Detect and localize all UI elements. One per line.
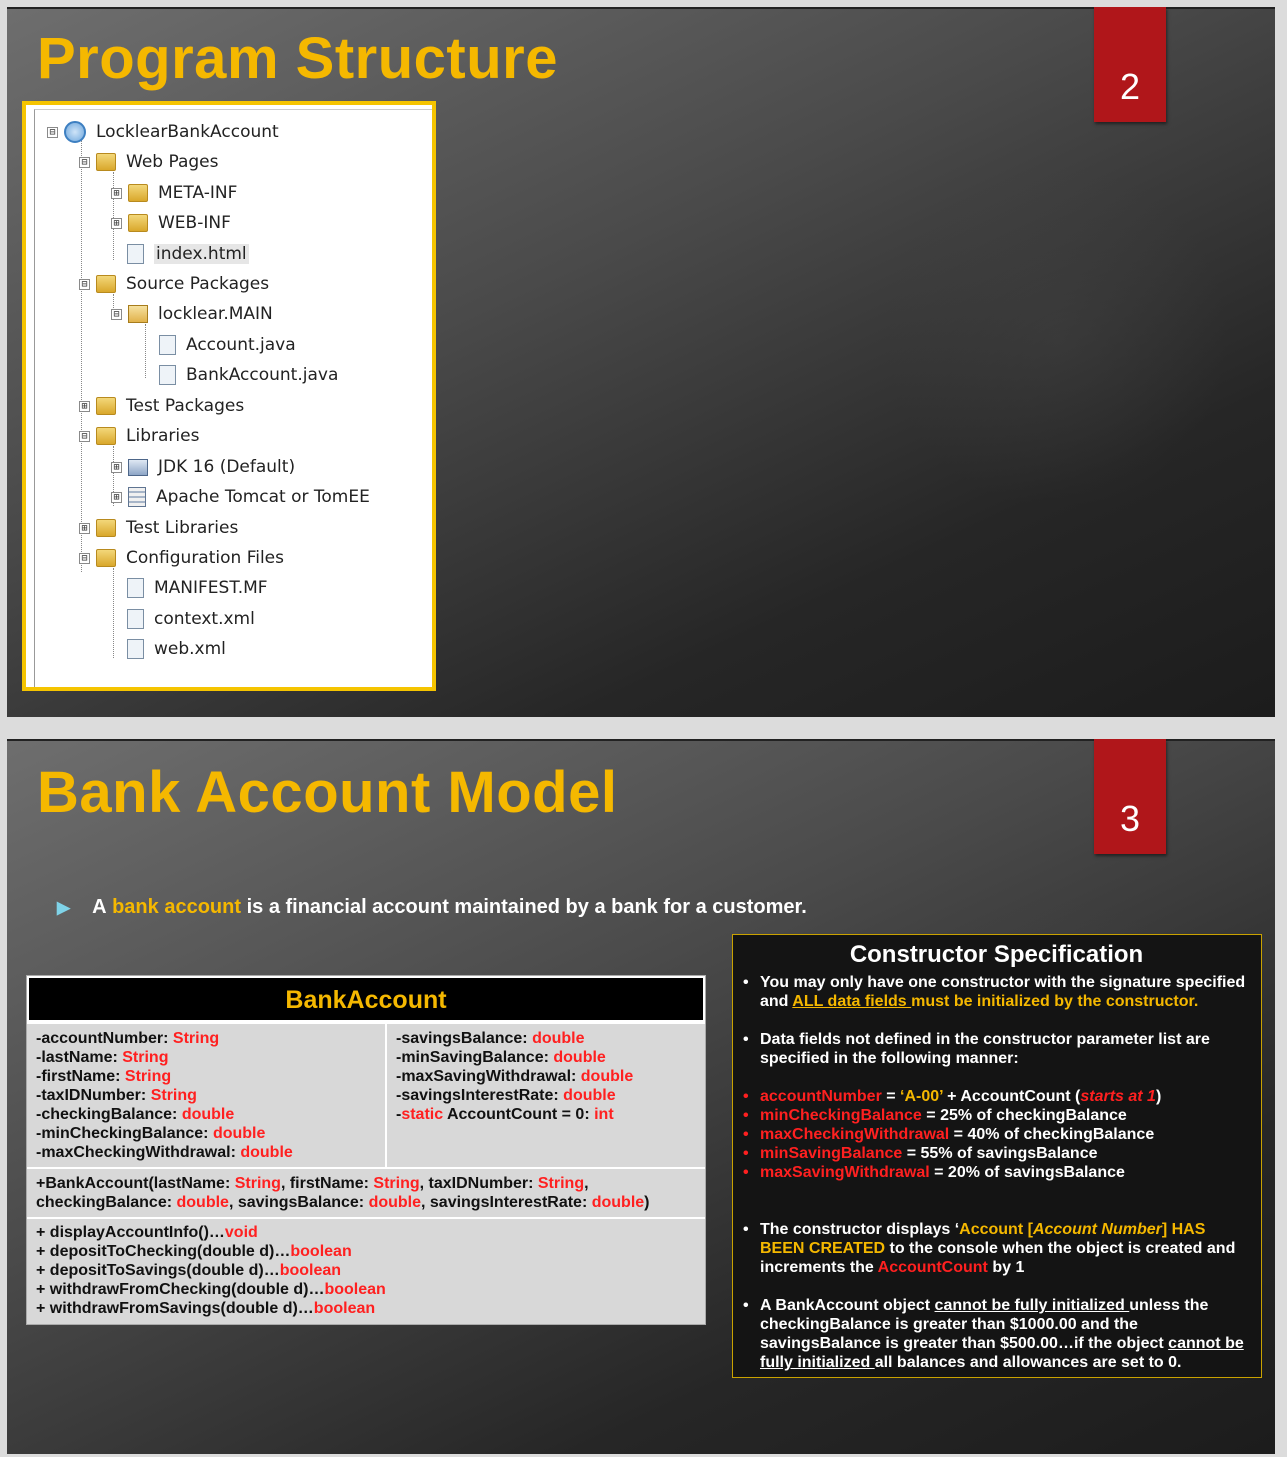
tree-connector — [145, 324, 146, 378]
uml-constructor: +BankAccount(lastName: String, firstName: String, taxIDNumber: String, checkingBalance: double, savingsBalance: double, savingsInterestRate: double) — [27, 1167, 705, 1217]
uml-field: -maxCheckingWithdrawal: double — [36, 1144, 293, 1161]
tree-node-test-packages[interactable] — [79, 394, 244, 418]
tree-node-label: WEB-INF — [158, 213, 231, 233]
project-tree-panel — [22, 101, 436, 691]
uml-field: -checkingBalance: double — [36, 1106, 235, 1123]
slide-top-border — [7, 739, 1275, 741]
tree-node-package[interactable] — [111, 302, 273, 326]
uml-static-field: -static AccountCount = 0: int — [396, 1106, 614, 1123]
collapse-icon[interactable]: ⊟ — [47, 127, 58, 138]
tree-node-label: Source Packages — [126, 274, 270, 294]
tree-node-label: Configuration Files — [126, 548, 284, 568]
uml-methods — [27, 1217, 705, 1324]
html-file-icon — [127, 244, 144, 264]
tree-connector — [81, 140, 82, 572]
tree-node-libraries[interactable] — [79, 424, 199, 448]
spec-list — [742, 973, 1251, 1372]
slide-title: Program Structure — [37, 26, 558, 91]
uml-fields — [27, 1022, 705, 1167]
tree-node-label: META-INF — [158, 183, 238, 203]
web-pages-folder-icon — [96, 153, 116, 171]
slide-title: Bank Account Model — [37, 760, 618, 825]
tree-node-project[interactable] — [47, 120, 279, 144]
xml-file-icon — [127, 639, 144, 659]
uml-field: -savingsInterestRate: double — [396, 1087, 616, 1104]
uml-method: + depositToSavings(double d)…boolean — [36, 1262, 342, 1279]
slide-number-badge: 2 — [1094, 7, 1166, 122]
uml-method: + depositToChecking(double d)…boolean — [36, 1243, 352, 1260]
tree-node-configuration-files[interactable] — [79, 546, 284, 570]
spec-rule: • maxSavingWithdrawal = 20% of savingsBalance — [760, 1163, 1251, 1182]
collapse-icon[interactable]: ⊟ — [79, 553, 90, 564]
source-packages-icon — [96, 275, 116, 293]
uml-class-diagram — [26, 975, 706, 1325]
expand-icon[interactable]: ⊞ — [79, 523, 90, 534]
spec-rule: • minCheckingBalance = 25% of checkingBalance — [760, 1106, 1251, 1125]
spec-title: Constructor Specification — [849, 941, 1144, 968]
slide-program-structure — [7, 7, 1275, 717]
folder-icon — [128, 214, 148, 232]
tree-node-jdk[interactable] — [111, 455, 295, 479]
spec-rule: • minSavingBalance = 55% of savingsBalance — [760, 1144, 1251, 1163]
uml-method: + withdrawFromSavings(double d)…boolean — [36, 1300, 376, 1317]
project-globe-icon — [64, 121, 86, 143]
tree-node-index-html[interactable] — [127, 242, 249, 266]
libraries-icon — [96, 427, 116, 445]
uml-method: + withdrawFromChecking(double d)…boolean — [36, 1281, 386, 1298]
spec-item-initialization: • A BankAccount object cannot be fully initialized unless the checkingBalance is greater than $1000.00 and the savingsBalance is greater than $500.00…if the object cannot be fully initialized all balances and allowances are set to 0. — [760, 1296, 1251, 1372]
uml-field: -savingsBalance: double — [396, 1030, 585, 1047]
tree-node-label: Libraries — [126, 426, 200, 446]
tree-node-label: context.xml — [154, 609, 255, 629]
tree-connector — [113, 568, 114, 658]
uml-field: -firstName: String — [36, 1068, 172, 1085]
project-tree — [34, 109, 432, 687]
manifest-file-icon — [127, 578, 144, 598]
uml-fields-right — [387, 1024, 705, 1167]
slide-top-border — [7, 7, 1275, 9]
test-packages-icon — [96, 397, 116, 415]
tree-node-tomcat[interactable] — [111, 485, 370, 509]
tree-node-label: LocklearBankAccount — [96, 122, 279, 142]
tree-node-web-pages[interactable] — [79, 150, 218, 174]
expand-icon[interactable]: ⊞ — [111, 188, 122, 199]
tree-node-account-java[interactable] — [159, 333, 296, 357]
uml-field: -lastName: String — [36, 1049, 169, 1066]
tree-node-label: Test Packages — [126, 396, 245, 416]
folder-icon — [128, 184, 148, 202]
uml-class-name: BankAccount — [27, 976, 705, 1022]
tree-node-label: index.html — [156, 244, 247, 264]
uml-field: -taxIDNumber: String — [36, 1087, 197, 1104]
bullet-highlight: bank account — [112, 896, 242, 918]
spec-rule: • accountNumber = ‘A-00’ + AccountCount (starts at 1) — [760, 1087, 1251, 1106]
tree-node-meta-inf[interactable] — [111, 181, 237, 205]
constructor-specification-box — [732, 934, 1262, 1378]
collapse-icon[interactable]: ⊟ — [79, 279, 90, 290]
spec-item-signature: • You may only have one constructor with the signature specified and ALL data fields must be initialized by the constructor. — [760, 973, 1251, 1011]
config-folder-icon — [96, 549, 116, 567]
tree-node-label: BankAccount.java — [186, 365, 339, 385]
uml-field: -accountNumber: String — [36, 1030, 220, 1047]
tree-node-web-xml[interactable] — [127, 637, 226, 661]
test-libraries-icon — [96, 519, 116, 537]
slide-number-badge: 3 — [1094, 739, 1166, 854]
uml-field: -maxSavingWithdrawal: double — [396, 1068, 634, 1085]
expand-icon[interactable]: ⊞ — [79, 401, 90, 412]
spec-item-display: • The constructor displays ‘Account [Account Number] HAS BEEN CREATED to the console when the object is created and increments the AccountCount by 1 — [760, 1220, 1251, 1277]
tree-node-manifest[interactable] — [127, 576, 268, 600]
intro-bullet — [57, 896, 807, 919]
server-icon — [128, 487, 146, 507]
collapse-icon[interactable]: ⊟ — [111, 309, 122, 320]
tree-node-test-libraries[interactable] — [79, 516, 238, 540]
uml-method: + displayAccountInfo()…void — [36, 1224, 258, 1241]
bullet-rest: is a financial account maintained by a bank for a customer. — [246, 896, 807, 918]
tree-node-web-inf[interactable] — [111, 211, 231, 235]
expand-icon[interactable]: ⊞ — [111, 462, 122, 473]
uml-field: -minCheckingBalance: double — [36, 1125, 266, 1142]
uml-fields-left — [27, 1024, 387, 1167]
spec-rule: • maxCheckingWithdrawal = 40% of checkingBalance — [760, 1125, 1251, 1144]
expand-icon[interactable]: ⊞ — [111, 492, 122, 503]
tree-node-label: JDK 16 (Default) — [158, 457, 296, 477]
tree-node-label: web.xml — [154, 639, 226, 659]
java-file-icon — [159, 335, 176, 355]
slide-bank-account-model — [7, 739, 1275, 1454]
xml-file-icon — [127, 609, 144, 629]
package-icon — [128, 305, 148, 323]
tree-node-bankaccount-java[interactable] — [159, 363, 338, 387]
spec-item-defaults: • Data fields not defined in the constructor parameter list are specified in the following manner: — [760, 1030, 1251, 1068]
tree-node-label: Apache Tomcat or TomEE — [156, 487, 370, 507]
tree-node-label: locklear.MAIN — [158, 304, 273, 324]
triangle-bullet-icon: ▶ — [57, 897, 71, 917]
tree-node-label: Account.java — [186, 335, 296, 355]
tree-node-label: Web Pages — [126, 152, 219, 172]
collapse-icon[interactable]: ⊟ — [79, 431, 90, 442]
tree-node-context-xml[interactable] — [127, 607, 255, 631]
tree-node-label: Test Libraries — [126, 518, 239, 538]
bullet-prefix: A — [92, 896, 107, 918]
java-file-icon — [159, 365, 176, 385]
jdk-icon — [128, 459, 148, 476]
expand-icon[interactable]: ⊞ — [111, 218, 122, 229]
tree-node-source-packages[interactable] — [79, 272, 269, 296]
tree-node-label: MANIFEST.MF — [154, 578, 268, 598]
collapse-icon[interactable]: ⊟ — [79, 157, 90, 168]
uml-field: -minSavingBalance: double — [396, 1049, 606, 1066]
